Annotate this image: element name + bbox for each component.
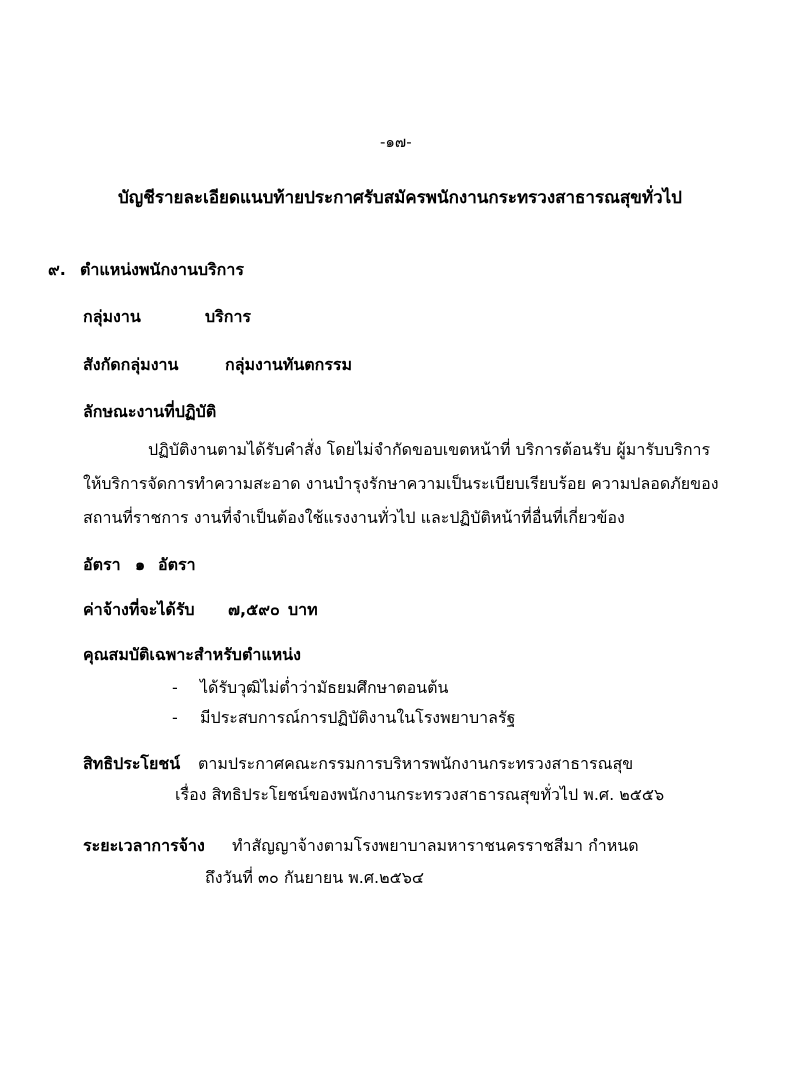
duties-line-1: ปฏิบัติงานตามได้รับคำสั่ง โดยไม่จำกัดขอบเขตหน้าที่ บริการต้อนรับ ผู้มารับบริการ (148, 440, 711, 459)
duties-label: ลักษณะงานที่ปฏิบัติ (83, 402, 217, 421)
work-group-value: บริการ (205, 307, 252, 326)
employment-period-line-1: ทำสัญญาจ้างตามโรงพยาบาลมหาราชนครราชสีมา กำหนด (232, 836, 639, 855)
qualification-text: ได้รับวุฒิไม่ต่ำว่ามัธยมศึกษาตอนต้น (200, 678, 449, 697)
benefits-line-2: เรื่อง สิทธิประโยชน์ของพนักงานกระทรวงสาธารณสุขทั่วไป พ.ศ. ๒๕๕๖ (175, 785, 665, 804)
duties-line-2: ให้บริการจัดการทำความสะอาด งานบำรุงรักษาความเป็นระเบียบเรียบร้อย ความปลอดภัยของ (83, 474, 719, 493)
affiliation-label: สังกัดกลุ่มงาน (83, 355, 179, 374)
qualification-item (172, 678, 448, 699)
employment-period-line-2: ถึงวันที่ ๓๐ กันยายน พ.ศ.๒๕๖๔ (205, 868, 425, 887)
qualification-text: มีประสบการณ์การปฏิบัติงานในโรงพยาบาลรัฐ (200, 708, 516, 727)
benefits-line-1: ตามประกาศคณะกรรมการบริหารพนักงานกระทรวงสาธารณสุข (198, 754, 634, 773)
rate-label: อัตรา (83, 555, 121, 574)
rate-value: ๑ (135, 555, 146, 574)
position-number: ๙. (48, 260, 66, 279)
page-number: -๑๗- (380, 133, 412, 151)
wage-label: ค่าจ้างที่จะได้รับ (83, 600, 195, 619)
affiliation-value: กลุ่มงานทันตกรรม (225, 355, 353, 374)
qualifications-label: คุณสมบัติเฉพาะสำหรับตำแหน่ง (83, 645, 301, 664)
employment-period-label: ระยะเวลาการจ้าง (83, 836, 205, 855)
qualification-item (172, 708, 515, 729)
work-group-label: กลุ่มงาน (83, 307, 141, 326)
document-title: บัญชีรายละเอียดแนบท้ายประกาศรับสมัครพนักงานกระทรวงสาธารณสุขทั่วไป (118, 188, 682, 208)
benefits-label: สิทธิประโยชน์ (83, 754, 181, 773)
wage-unit: บาท (288, 600, 318, 619)
rate-unit: อัตรา (158, 555, 196, 574)
wage-value: ๗,๕๙๐ (228, 600, 280, 619)
duties-line-3: สถานที่ราชการ งานที่จำเป็นต้องใช้แรงงานทั่วไป และปฏิบัติหน้าที่อื่นที่เกี่ยวข้อง (83, 508, 625, 527)
bullet-dash: - (172, 678, 178, 697)
position-heading: ตำแหน่งพนักงานบริการ (80, 260, 244, 279)
bullet-dash: - (172, 708, 178, 727)
